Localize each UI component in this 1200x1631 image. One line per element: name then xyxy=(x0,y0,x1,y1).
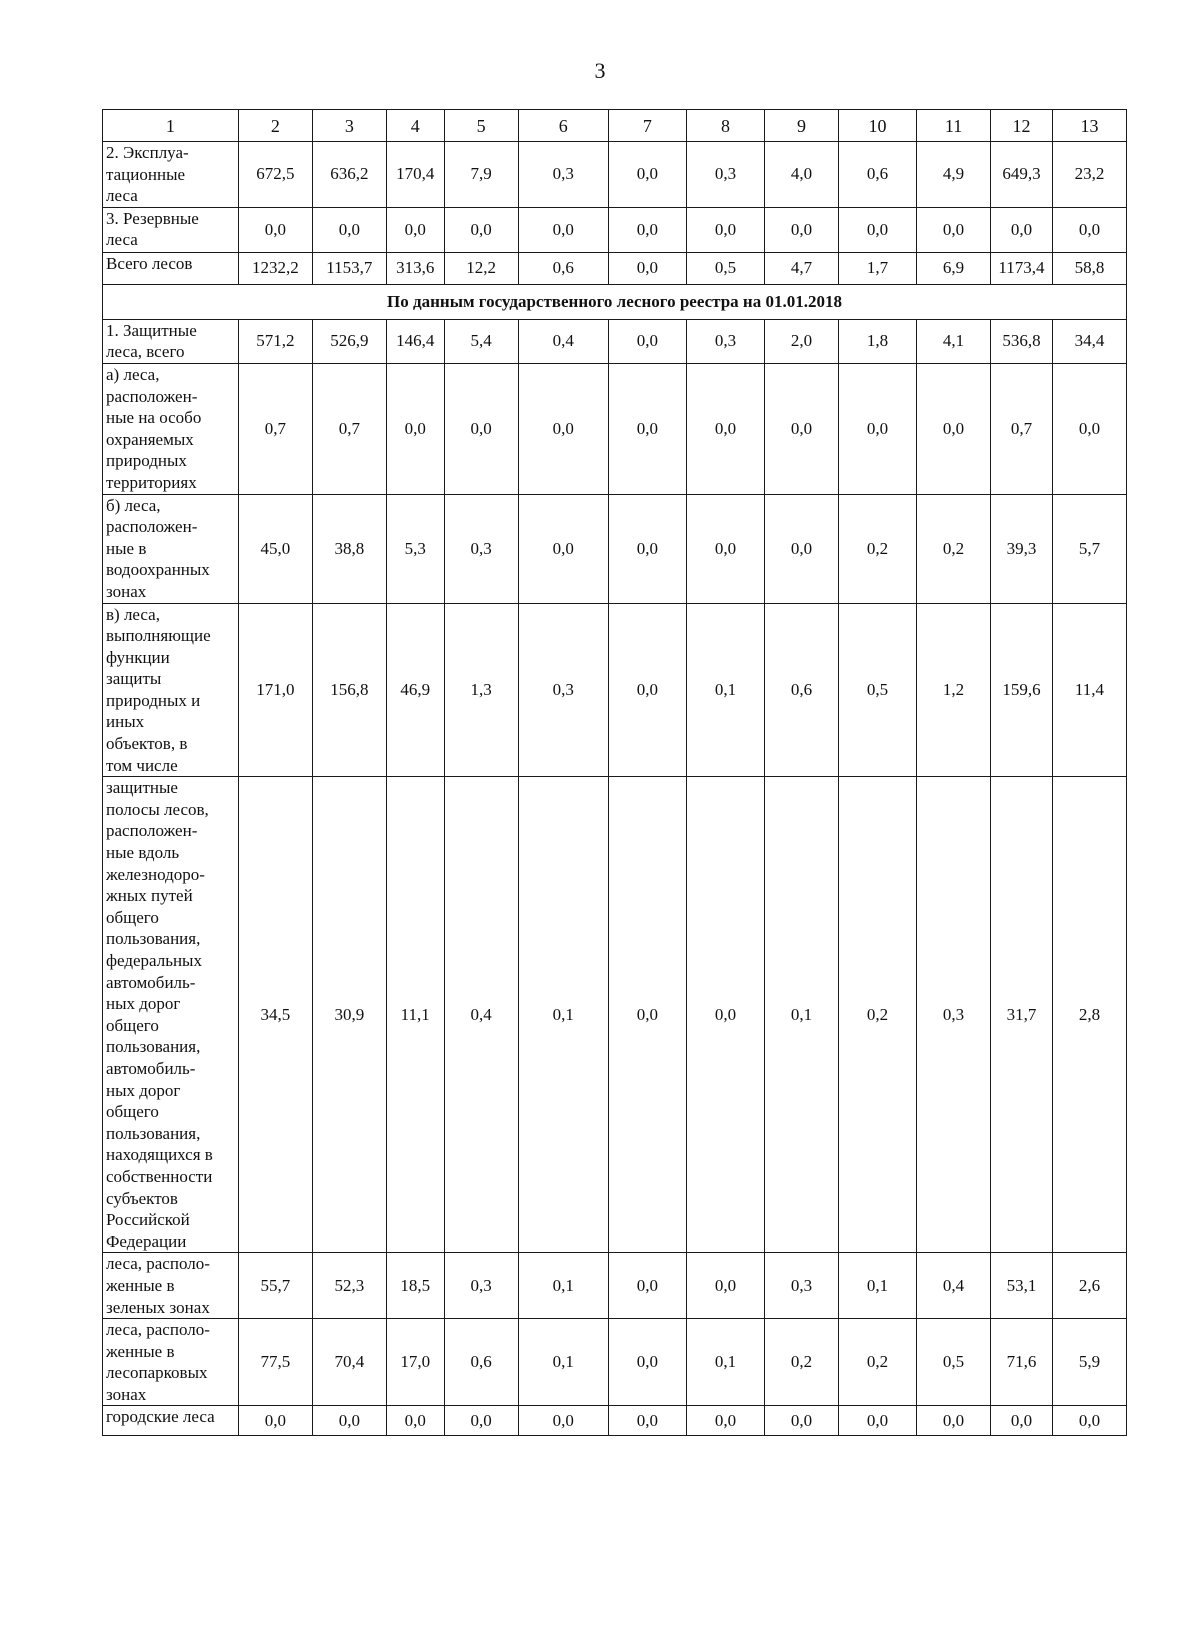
row-label: б) леса, расположен- ные в водоохранных зонах xyxy=(103,494,239,603)
value-cell: 71,6 xyxy=(991,1319,1053,1406)
row-label: 3. Резервные леса xyxy=(103,207,239,252)
row-label: городские леса xyxy=(103,1406,239,1436)
value-cell: 159,6 xyxy=(991,603,1053,777)
value-cell: 0,0 xyxy=(518,207,608,252)
column-number-cell: 5 xyxy=(444,110,518,142)
value-cell: 0,7 xyxy=(991,363,1053,494)
value-cell: 0,0 xyxy=(518,1406,608,1436)
value-cell: 0,0 xyxy=(608,494,686,603)
value-cell: 34,4 xyxy=(1052,319,1126,363)
value-cell: 0,0 xyxy=(518,494,608,603)
table-row xyxy=(103,207,1127,252)
value-cell: 0,0 xyxy=(608,207,686,252)
table-row xyxy=(103,1319,1127,1406)
value-cell: 0,0 xyxy=(444,363,518,494)
value-cell: 0,3 xyxy=(518,142,608,208)
value-cell: 0,0 xyxy=(686,777,764,1253)
column-number-cell: 2 xyxy=(238,110,312,142)
value-cell: 31,7 xyxy=(991,777,1053,1253)
value-cell: 0,0 xyxy=(917,1406,991,1436)
table-row xyxy=(103,1253,1127,1319)
value-cell: 55,7 xyxy=(238,1253,312,1319)
value-cell: 5,7 xyxy=(1052,494,1126,603)
value-cell: 0,3 xyxy=(686,142,764,208)
value-cell: 58,8 xyxy=(1052,252,1126,284)
value-cell: 0,1 xyxy=(686,1319,764,1406)
value-cell: 0,3 xyxy=(764,1253,838,1319)
column-number-cell: 4 xyxy=(386,110,444,142)
value-cell: 39,3 xyxy=(991,494,1053,603)
value-cell: 0,0 xyxy=(764,207,838,252)
column-number-cell: 8 xyxy=(686,110,764,142)
column-number-cell: 10 xyxy=(838,110,916,142)
value-cell: 4,1 xyxy=(917,319,991,363)
value-cell: 0,0 xyxy=(608,319,686,363)
value-cell: 18,5 xyxy=(386,1253,444,1319)
table-row xyxy=(103,363,1127,494)
value-cell: 4,7 xyxy=(764,252,838,284)
value-cell: 0,0 xyxy=(764,363,838,494)
value-cell: 0,0 xyxy=(1052,1406,1126,1436)
value-cell: 0,0 xyxy=(1052,363,1126,494)
section-header-row xyxy=(103,284,1127,319)
value-cell: 672,5 xyxy=(238,142,312,208)
value-cell: 4,0 xyxy=(764,142,838,208)
value-cell: 156,8 xyxy=(312,603,386,777)
value-cell: 0,0 xyxy=(608,1319,686,1406)
value-cell: 0,3 xyxy=(444,1253,518,1319)
value-cell: 5,3 xyxy=(386,494,444,603)
value-cell: 2,6 xyxy=(1052,1253,1126,1319)
value-cell: 0,0 xyxy=(386,1406,444,1436)
value-cell: 0,0 xyxy=(608,363,686,494)
value-cell: 526,9 xyxy=(312,319,386,363)
value-cell: 0,0 xyxy=(764,1406,838,1436)
value-cell: 5,4 xyxy=(444,319,518,363)
forest-stats-table xyxy=(102,109,1127,1436)
table-row xyxy=(103,777,1127,1253)
column-number-cell: 11 xyxy=(917,110,991,142)
row-label: леса, располо- женные в лесопарковых зонах xyxy=(103,1319,239,1406)
value-cell: 0,1 xyxy=(518,1253,608,1319)
value-cell: 0,6 xyxy=(764,603,838,777)
value-cell: 7,9 xyxy=(444,142,518,208)
value-cell: 0,0 xyxy=(838,207,916,252)
value-cell: 0,2 xyxy=(838,494,916,603)
value-cell: 0,1 xyxy=(764,777,838,1253)
table-body xyxy=(103,110,1127,1436)
value-cell: 0,0 xyxy=(444,207,518,252)
value-cell: 11,4 xyxy=(1052,603,1126,777)
value-cell: 536,8 xyxy=(991,319,1053,363)
value-cell: 0,0 xyxy=(608,252,686,284)
column-number-cell: 7 xyxy=(608,110,686,142)
table-row xyxy=(103,494,1127,603)
value-cell: 0,0 xyxy=(238,207,312,252)
value-cell: 52,3 xyxy=(312,1253,386,1319)
row-label: защитные полосы лесов, расположен- ные вдоль железнодоро- жных путей общего пользования, федеральных автомобиль- ных дорог общего пользования, автомобиль- ных дорог общего пользования, находящихся в собственности субъектов Российской Федерации xyxy=(103,777,239,1253)
value-cell: 0,0 xyxy=(518,363,608,494)
value-cell: 170,4 xyxy=(386,142,444,208)
value-cell: 77,5 xyxy=(238,1319,312,1406)
value-cell: 0,5 xyxy=(838,603,916,777)
value-cell: 571,2 xyxy=(238,319,312,363)
value-cell: 146,4 xyxy=(386,319,444,363)
value-cell: 23,2 xyxy=(1052,142,1126,208)
value-cell: 1,3 xyxy=(444,603,518,777)
value-cell: 0,0 xyxy=(608,1253,686,1319)
value-cell: 0,6 xyxy=(838,142,916,208)
value-cell: 0,6 xyxy=(444,1319,518,1406)
value-cell: 0,0 xyxy=(838,1406,916,1436)
value-cell: 0,0 xyxy=(608,1406,686,1436)
value-cell: 0,0 xyxy=(1052,207,1126,252)
row-label: 1. Защитные леса, всего xyxy=(103,319,239,363)
table-row xyxy=(103,603,1127,777)
table-row xyxy=(103,142,1127,208)
value-cell: 0,7 xyxy=(312,363,386,494)
value-cell: 636,2 xyxy=(312,142,386,208)
value-cell: 11,1 xyxy=(386,777,444,1253)
page-number: 3 xyxy=(594,58,606,83)
value-cell: 70,4 xyxy=(312,1319,386,1406)
value-cell: 0,0 xyxy=(686,207,764,252)
value-cell: 0,1 xyxy=(518,1319,608,1406)
value-cell: 38,8 xyxy=(312,494,386,603)
value-cell: 1,2 xyxy=(917,603,991,777)
value-cell: 313,6 xyxy=(386,252,444,284)
value-cell: 4,9 xyxy=(917,142,991,208)
column-number-cell: 3 xyxy=(312,110,386,142)
value-cell: 1,7 xyxy=(838,252,916,284)
value-cell: 1,8 xyxy=(838,319,916,363)
value-cell: 0,5 xyxy=(917,1319,991,1406)
value-cell: 0,6 xyxy=(518,252,608,284)
value-cell: 0,0 xyxy=(991,1406,1053,1436)
value-cell: 6,9 xyxy=(917,252,991,284)
value-cell: 0,0 xyxy=(312,1406,386,1436)
value-cell: 2,0 xyxy=(764,319,838,363)
value-cell: 0,4 xyxy=(444,777,518,1253)
table-row xyxy=(103,1406,1127,1436)
value-cell: 0,5 xyxy=(686,252,764,284)
column-number-cell: 12 xyxy=(991,110,1053,142)
value-cell: 0,0 xyxy=(838,363,916,494)
section-title: По данным государственного лесного реестра на 01.01.2018 xyxy=(103,284,1127,319)
value-cell: 53,1 xyxy=(991,1253,1053,1319)
value-cell: 0,2 xyxy=(917,494,991,603)
column-number-cell: 6 xyxy=(518,110,608,142)
value-cell: 0,0 xyxy=(312,207,386,252)
row-label: а) леса, расположен- ные на особо охраняемых природных территориях xyxy=(103,363,239,494)
value-cell: 0,3 xyxy=(917,777,991,1253)
value-cell: 0,1 xyxy=(838,1253,916,1319)
value-cell: 0,2 xyxy=(764,1319,838,1406)
value-cell: 30,9 xyxy=(312,777,386,1253)
value-cell: 0,0 xyxy=(686,1406,764,1436)
value-cell: 649,3 xyxy=(991,142,1053,208)
value-cell: 0,2 xyxy=(838,1319,916,1406)
value-cell: 0,3 xyxy=(686,319,764,363)
value-cell: 34,5 xyxy=(238,777,312,1253)
row-label: 2. Эксплуа- тационные леса xyxy=(103,142,239,208)
value-cell: 0,0 xyxy=(764,494,838,603)
value-cell: 5,9 xyxy=(1052,1319,1126,1406)
value-cell: 12,2 xyxy=(444,252,518,284)
value-cell: 1232,2 xyxy=(238,252,312,284)
table-row xyxy=(103,319,1127,363)
value-cell: 0,3 xyxy=(444,494,518,603)
value-cell: 0,0 xyxy=(917,207,991,252)
value-cell: 0,0 xyxy=(608,777,686,1253)
column-number-row xyxy=(103,110,1127,142)
column-number-cell: 9 xyxy=(764,110,838,142)
value-cell: 0,4 xyxy=(518,319,608,363)
value-cell: 45,0 xyxy=(238,494,312,603)
value-cell: 0,4 xyxy=(917,1253,991,1319)
row-label: леса, располо- женные в зеленых зонах xyxy=(103,1253,239,1319)
value-cell: 1153,7 xyxy=(312,252,386,284)
value-cell: 1173,4 xyxy=(991,252,1053,284)
value-cell: 0,0 xyxy=(608,603,686,777)
row-label: в) леса, выполняющие функции защиты природных и иных объектов, в том числе xyxy=(103,603,239,777)
column-number-cell: 13 xyxy=(1052,110,1126,142)
row-label: Всего лесов xyxy=(103,252,239,284)
value-cell: 171,0 xyxy=(238,603,312,777)
value-cell: 0,0 xyxy=(386,207,444,252)
value-cell: 0,1 xyxy=(518,777,608,1253)
value-cell: 0,0 xyxy=(686,1253,764,1319)
value-cell: 46,9 xyxy=(386,603,444,777)
value-cell: 0,3 xyxy=(518,603,608,777)
value-cell: 0,0 xyxy=(917,363,991,494)
value-cell: 0,0 xyxy=(238,1406,312,1436)
value-cell: 0,0 xyxy=(991,207,1053,252)
value-cell: 0,0 xyxy=(386,363,444,494)
value-cell: 0,0 xyxy=(686,363,764,494)
value-cell: 0,1 xyxy=(686,603,764,777)
value-cell: 0,0 xyxy=(686,494,764,603)
column-number-cell: 1 xyxy=(103,110,239,142)
table-row xyxy=(103,252,1127,284)
value-cell: 2,8 xyxy=(1052,777,1126,1253)
value-cell: 17,0 xyxy=(386,1319,444,1406)
value-cell: 0,0 xyxy=(608,142,686,208)
value-cell: 0,7 xyxy=(238,363,312,494)
value-cell: 0,2 xyxy=(838,777,916,1253)
value-cell: 0,0 xyxy=(444,1406,518,1436)
